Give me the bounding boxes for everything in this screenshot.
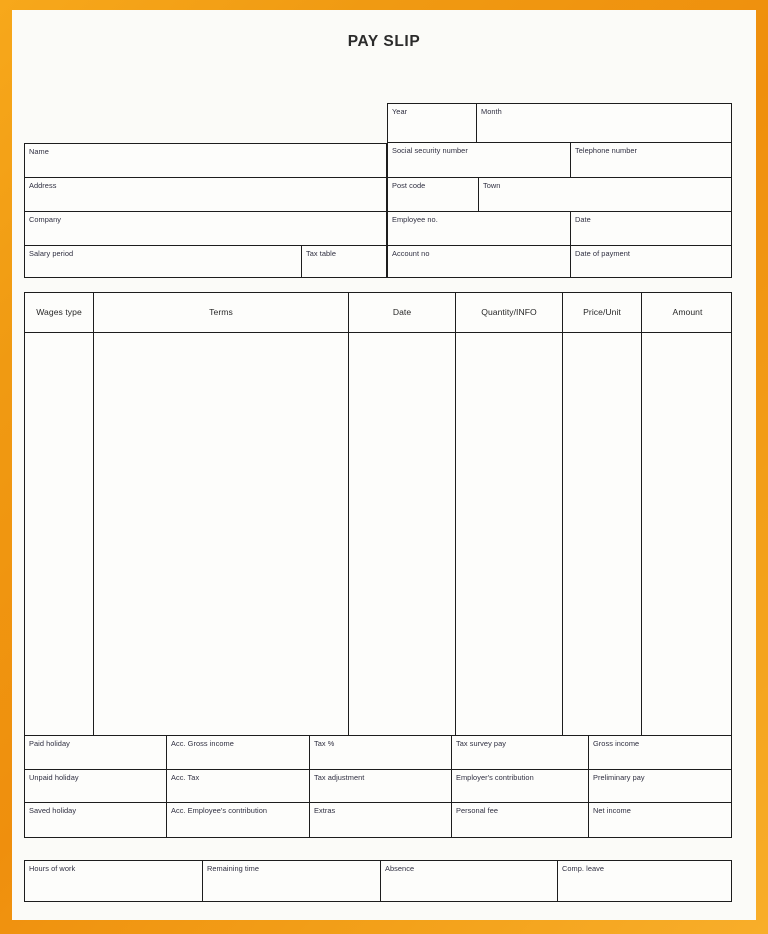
field-label: Employee no.	[392, 215, 438, 224]
field-label: Company	[29, 215, 61, 224]
summary-label: Unpaid holiday	[29, 773, 79, 782]
field-label: Date of payment	[575, 249, 630, 258]
summary-cell-acc-employees-contribution[interactable]	[167, 803, 309, 839]
summary-cell-acc-tax[interactable]	[167, 770, 309, 802]
field-telephone-number[interactable]	[571, 143, 733, 177]
summary-cell-acc-gross-income[interactable]	[167, 736, 309, 769]
field-employee-no[interactable]	[388, 212, 570, 245]
summary-cell-unpaid-holiday[interactable]	[25, 770, 166, 802]
summary-label: Tax adjustment	[314, 773, 365, 782]
field-label: Name	[29, 147, 49, 156]
summary-cell-paid-holiday[interactable]	[25, 736, 166, 769]
field-date[interactable]	[571, 212, 733, 245]
field-year[interactable]	[388, 104, 476, 142]
summary-cell-extras[interactable]	[310, 803, 451, 839]
column-header-date	[349, 293, 455, 332]
summary-cell-personal-fee[interactable]	[452, 803, 588, 839]
column-header-terms	[94, 293, 348, 332]
summary-label: Saved holiday	[29, 806, 77, 815]
field-comp-leave[interactable]	[558, 861, 733, 903]
wages-entry-area[interactable]	[25, 333, 733, 735]
field-address[interactable]	[25, 178, 388, 211]
field-label: Telephone number	[575, 146, 638, 155]
field-tax-table[interactable]	[302, 246, 388, 279]
payslip-paper	[12, 10, 756, 920]
column-header-label: Amount	[672, 307, 703, 317]
summary-cell-saved-holiday[interactable]	[25, 803, 166, 839]
identity-section	[24, 103, 732, 278]
summary-cell-employers-contribution[interactable]	[452, 770, 588, 802]
column-header-label: Terms	[209, 307, 233, 317]
field-town[interactable]	[479, 178, 733, 211]
column-header-label: Date	[392, 307, 412, 317]
field-label: Salary period	[29, 249, 74, 258]
summary-label: Preliminary pay	[593, 773, 645, 782]
field-label: Post code	[392, 181, 426, 190]
column-header-quantity-info	[456, 293, 562, 332]
field-label: Town	[483, 181, 501, 190]
summary-cell-tax-adjustment[interactable]	[310, 770, 451, 802]
field-account-no[interactable]	[388, 246, 570, 279]
field-date-of-payment[interactable]	[571, 246, 733, 279]
field-label: Comp. leave	[562, 864, 605, 873]
hours-table	[24, 860, 732, 902]
identity-right-table	[387, 103, 732, 278]
field-label: Hours of work	[29, 864, 76, 873]
field-label: Account no	[392, 249, 430, 258]
summary-cell-tax-survey-pay[interactable]	[452, 736, 588, 769]
column-header-price-unit	[563, 293, 641, 332]
summary-label: Acc. Tax	[171, 773, 200, 782]
field-month[interactable]	[477, 104, 733, 142]
field-hours-of-work[interactable]	[25, 861, 202, 903]
field-label: Social security number	[392, 146, 468, 155]
summary-cell-tax-percent[interactable]	[310, 736, 451, 769]
field-label: Tax table	[306, 249, 337, 258]
summary-label: Gross income	[593, 739, 640, 748]
summary-label: Tax survey pay	[456, 739, 506, 748]
field-company[interactable]	[25, 212, 388, 245]
field-salary-period[interactable]	[25, 246, 301, 279]
column-header-label: Price/Unit	[583, 307, 621, 317]
field-label: Remaining time	[207, 864, 260, 873]
summary-label: Extras	[314, 806, 336, 815]
field-social-security-number[interactable]	[388, 143, 570, 177]
summary-cell-gross-income[interactable]	[589, 736, 733, 769]
summary-label: Employer's contribution	[456, 773, 534, 782]
summary-cell-preliminary-pay[interactable]	[589, 770, 733, 802]
identity-left-table	[24, 143, 387, 278]
field-label: Year	[392, 107, 408, 116]
field-label: Absence	[385, 864, 415, 873]
summary-label: Net income	[593, 806, 631, 815]
summary-label: Tax %	[314, 739, 335, 748]
page-title: PAY SLIP	[347, 33, 421, 50]
field-label: Date	[575, 215, 591, 224]
summary-label: Personal fee	[456, 806, 499, 815]
column-header-label: Quantity/INFO	[481, 307, 537, 317]
field-label: Month	[481, 107, 502, 116]
summary-label: Acc. Employee's contribution	[171, 806, 268, 815]
summary-cell-net-income[interactable]	[589, 803, 733, 839]
column-header-wages-type	[25, 293, 93, 332]
field-absence[interactable]	[381, 861, 557, 903]
field-label: Address	[29, 181, 57, 190]
field-remaining-time[interactable]	[203, 861, 380, 903]
summary-label: Paid holiday	[29, 739, 70, 748]
wages-table	[24, 292, 732, 838]
field-post-code[interactable]	[388, 178, 478, 211]
field-name[interactable]	[25, 144, 388, 177]
column-header-label: Wages type	[36, 307, 82, 317]
column-header-amount	[642, 293, 733, 332]
summary-label: Acc. Gross income	[171, 739, 234, 748]
